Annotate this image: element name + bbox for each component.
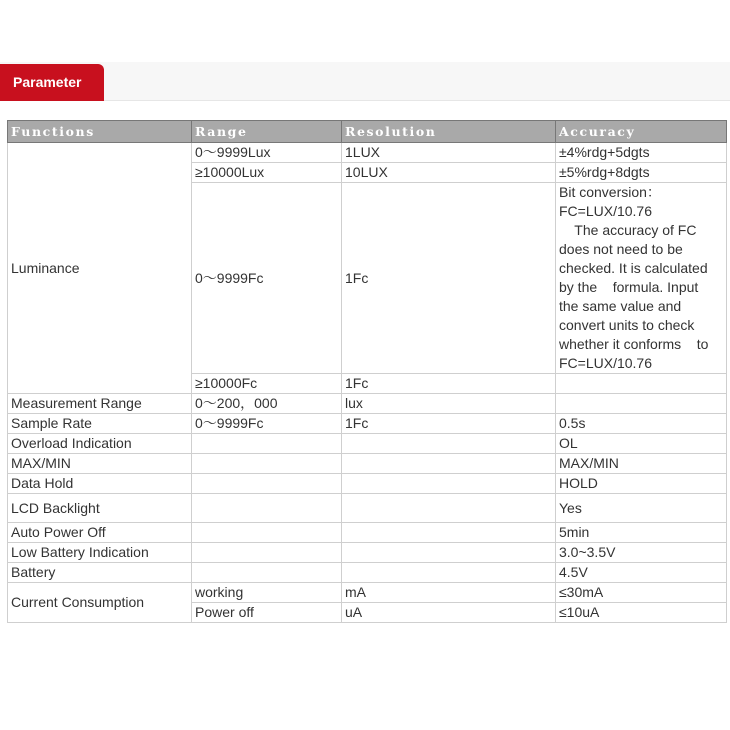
table-row (8, 434, 727, 454)
range-cell (192, 454, 342, 474)
accuracy-cell: ≤10uA (556, 603, 727, 623)
range-cell (192, 494, 342, 523)
resolution-cell: lux (342, 394, 556, 414)
resolution-cell (342, 543, 556, 563)
accuracy-cell: 0.5s (556, 414, 727, 434)
resolution-cell: 1Fc (342, 414, 556, 434)
function-cell: Data Hold (8, 474, 192, 494)
function-cell: Sample Rate (8, 414, 192, 434)
resolution-cell (342, 474, 556, 494)
resolution-cell: 10LUX (342, 163, 556, 183)
table-row (8, 454, 727, 474)
accuracy-cell: ≤30mA (556, 583, 727, 603)
accuracy-note-line: by the formula. Input (559, 279, 699, 295)
range-cell (192, 434, 342, 454)
accuracy-note-line: FC=LUX/10.76 (559, 203, 652, 219)
function-cell: LCD Backlight (8, 494, 192, 523)
range-cell: ≥10000Lux (192, 163, 342, 183)
table-row (8, 414, 727, 434)
function-cell: Low Battery Indication (8, 543, 192, 563)
header-functions: Functions (8, 121, 192, 143)
accuracy-note-line: convert units to check (559, 317, 695, 333)
range-cell (192, 474, 342, 494)
table-row (8, 394, 727, 414)
table-row (8, 143, 727, 163)
section-banner (0, 62, 730, 101)
range-cell: ≥10000Fc (192, 374, 342, 394)
accuracy-cell: ±5%rdg+8dgts (556, 163, 727, 183)
range-cell: 0～9999Fc (192, 183, 342, 374)
accuracy-cell: 5min (556, 523, 727, 543)
accuracy-note-line: FC=LUX/10.76 (559, 355, 652, 371)
resolution-cell: uA (342, 603, 556, 623)
accuracy-cell: OL (556, 434, 727, 454)
table-row (8, 523, 727, 543)
function-cell: Luminance (8, 143, 192, 394)
accuracy-note-line: the same value and (559, 298, 682, 314)
function-cell: Battery (8, 563, 192, 583)
accuracy-cell (556, 394, 727, 414)
function-cell: MAX/MIN (8, 454, 192, 474)
range-cell: 0～200，000 (192, 394, 342, 414)
accuracy-cell: 3.0~3.5V (556, 543, 727, 563)
parameter-tab: Parameter (0, 64, 104, 101)
function-cell: Auto Power Off (8, 523, 192, 543)
resolution-cell (342, 454, 556, 474)
table-row (8, 543, 727, 563)
header-accuracy: Accuracy (556, 121, 727, 143)
range-cell (192, 563, 342, 583)
range-cell: Power off (192, 603, 342, 623)
range-cell: 0～9999Lux (192, 143, 342, 163)
resolution-cell (342, 494, 556, 523)
accuracy-note-line: whether it conforms to (559, 336, 709, 352)
header-resolution: Resolution (342, 121, 556, 143)
function-cell: Measurement Range (8, 394, 192, 414)
table-row (8, 494, 727, 523)
parameter-table (7, 120, 727, 623)
resolution-cell (342, 523, 556, 543)
range-cell: working (192, 583, 342, 603)
function-cell: Overload Indication (8, 434, 192, 454)
accuracy-note-line: Bit conversion： (559, 184, 661, 200)
accuracy-cell: MAX/MIN (556, 454, 727, 474)
function-cell: Current Consumption (8, 583, 192, 623)
table-header-row (8, 121, 727, 143)
accuracy-note-cell (556, 183, 727, 374)
resolution-cell: 1Fc (342, 183, 556, 374)
accuracy-cell: 4.5V (556, 563, 727, 583)
accuracy-cell: HOLD (556, 474, 727, 494)
range-cell (192, 523, 342, 543)
range-cell (192, 543, 342, 563)
range-cell: 0～9999Fc (192, 414, 342, 434)
accuracy-cell: ±4%rdg+5dgts (556, 143, 727, 163)
accuracy-cell (556, 374, 727, 394)
resolution-cell (342, 563, 556, 583)
resolution-cell (342, 434, 556, 454)
table-row (8, 583, 727, 603)
table-row (8, 474, 727, 494)
resolution-cell: 1LUX (342, 143, 556, 163)
table-row (8, 563, 727, 583)
resolution-cell: mA (342, 583, 556, 603)
accuracy-cell: Yes (556, 494, 727, 523)
resolution-cell: 1Fc (342, 374, 556, 394)
accuracy-note-line: The accuracy of FC (559, 222, 697, 238)
accuracy-note-line: does not need to be (559, 241, 683, 257)
header-range: Range (192, 121, 342, 143)
accuracy-note-line: checked. It is calculated (559, 260, 708, 276)
